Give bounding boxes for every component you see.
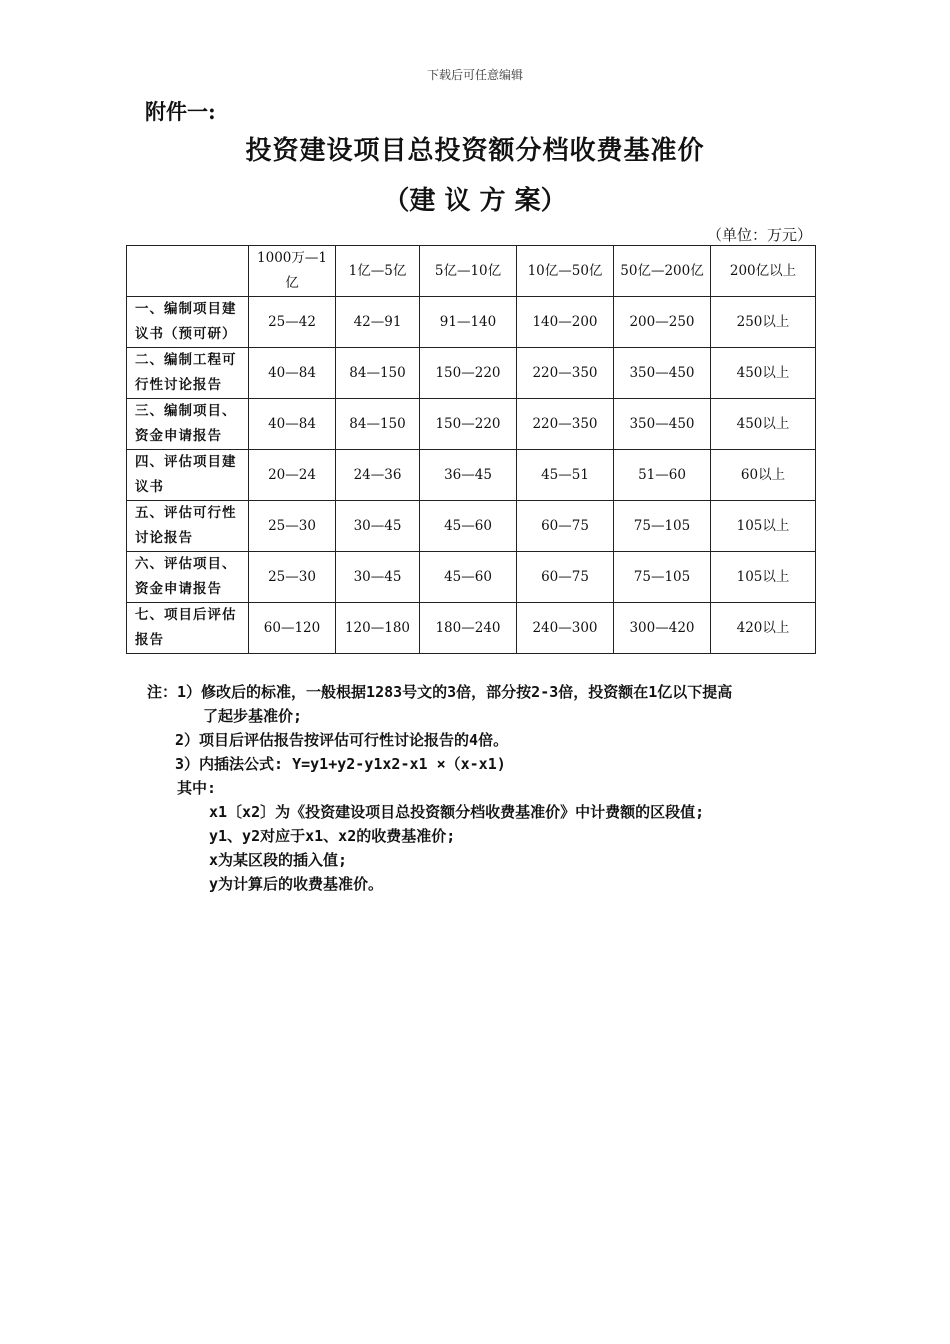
document-title: 投资建设项目总投资额分档收费基准价: [245, 136, 705, 166]
table-cell: 30—45: [336, 552, 420, 603]
table-cell: 105以上: [711, 501, 816, 552]
table-cell: 220—350: [517, 348, 614, 399]
table-cell: 75—105: [614, 552, 711, 603]
row-label: 一、编制项目建议书（预可研）: [127, 297, 249, 348]
table-cell: 300—420: [614, 603, 711, 654]
table-cell: 140—200: [517, 297, 614, 348]
table-row: [127, 399, 816, 450]
table-row: [127, 348, 816, 399]
table-cell: 450以上: [711, 399, 816, 450]
column-header: 5亿—10亿: [420, 246, 517, 297]
column-header: 200亿以上: [711, 246, 816, 297]
note-2: 2）项目后评估报告按评估可行性讨论报告的4倍。: [175, 731, 509, 749]
row-label: 四、评估项目建议书: [127, 450, 249, 501]
table-cell: 25—42: [249, 297, 336, 348]
table-cell: 105以上: [711, 552, 816, 603]
table-row: [127, 603, 816, 654]
table-cell: 60—75: [517, 501, 614, 552]
table-cell: 150—220: [420, 348, 517, 399]
column-header: 1000万—1亿: [249, 246, 336, 297]
table-row: [127, 450, 816, 501]
table-header-row: [127, 246, 816, 297]
table-cell: 84—150: [336, 399, 420, 450]
table-cell: 75—105: [614, 501, 711, 552]
note-3-formula: 3）内插法公式: Y=y1+y2-y1x2-x1 ×（x-x1): [175, 755, 506, 773]
table-row: [127, 501, 816, 552]
table-cell: 450以上: [711, 348, 816, 399]
page-header: 下载后可任意编辑: [426, 68, 523, 82]
table-cell: 240—300: [517, 603, 614, 654]
table-cell: 180—240: [420, 603, 517, 654]
row-label: 二、编制工程可行性讨论报告: [127, 348, 249, 399]
column-header: [127, 246, 249, 297]
row-label: 三、编制项目、资金申请报告: [127, 399, 249, 450]
table-cell: 350—450: [614, 348, 711, 399]
table-cell: 220—350: [517, 399, 614, 450]
table-cell: 20—24: [249, 450, 336, 501]
table-cell: 91—140: [420, 297, 517, 348]
note-definition-x: x为某区段的插入值;: [209, 851, 348, 869]
table-cell: 60—120: [249, 603, 336, 654]
table-cell: 25—30: [249, 552, 336, 603]
annex-label: 附件一:: [145, 99, 216, 124]
note-definition-y: y为计算后的收费基准价。: [209, 875, 384, 893]
row-label: 六、评估项目、资金申请报告: [127, 552, 249, 603]
fee-table: [126, 245, 816, 654]
table-cell: 350—450: [614, 399, 711, 450]
table-row: [127, 552, 816, 603]
unit-label: （单位：万元）: [706, 226, 812, 244]
table-cell: 30—45: [336, 501, 420, 552]
table-cell: 51—60: [614, 450, 711, 501]
document-subtitle: （建 议 方 案）: [383, 186, 567, 216]
table-cell: 45—51: [517, 450, 614, 501]
table-row: [127, 297, 816, 348]
table-cell: 40—84: [249, 399, 336, 450]
table-cell: 150—220: [420, 399, 517, 450]
table-cell: 420以上: [711, 603, 816, 654]
note-1-continued: 了起步基准价;: [203, 707, 303, 725]
table-cell: 45—60: [420, 501, 517, 552]
note-definition-y1y2: y1、y2对应于x1、x2的收费基准价;: [209, 827, 456, 845]
table-cell: 45—60: [420, 552, 517, 603]
column-header: 1亿—5亿: [336, 246, 420, 297]
column-header: 10亿—50亿: [517, 246, 614, 297]
table-cell: 250以上: [711, 297, 816, 348]
table-cell: 36—45: [420, 450, 517, 501]
note-1: 注：1）修改后的标准，一般根据1283号文的3倍，部分按2-3倍，投资额在1亿以下提高: [147, 683, 733, 701]
note-where-label: 其中:: [177, 779, 217, 797]
table-cell: 40—84: [249, 348, 336, 399]
table-cell: 25—30: [249, 501, 336, 552]
row-label: 七、项目后评估报告: [127, 603, 249, 654]
row-label: 五、评估可行性讨论报告: [127, 501, 249, 552]
table-cell: 60以上: [711, 450, 816, 501]
column-header: 50亿—200亿: [614, 246, 711, 297]
table-cell: 60—75: [517, 552, 614, 603]
table-cell: 84—150: [336, 348, 420, 399]
table-cell: 200—250: [614, 297, 711, 348]
table-cell: 24—36: [336, 450, 420, 501]
note-definition-x1x2: x1〔x2〕为《投资建设项目总投资额分档收费基准价》中计费额的区段值;: [209, 803, 705, 821]
table-cell: 120—180: [336, 603, 420, 654]
notes-section: [147, 680, 827, 896]
table-cell: 42—91: [336, 297, 420, 348]
